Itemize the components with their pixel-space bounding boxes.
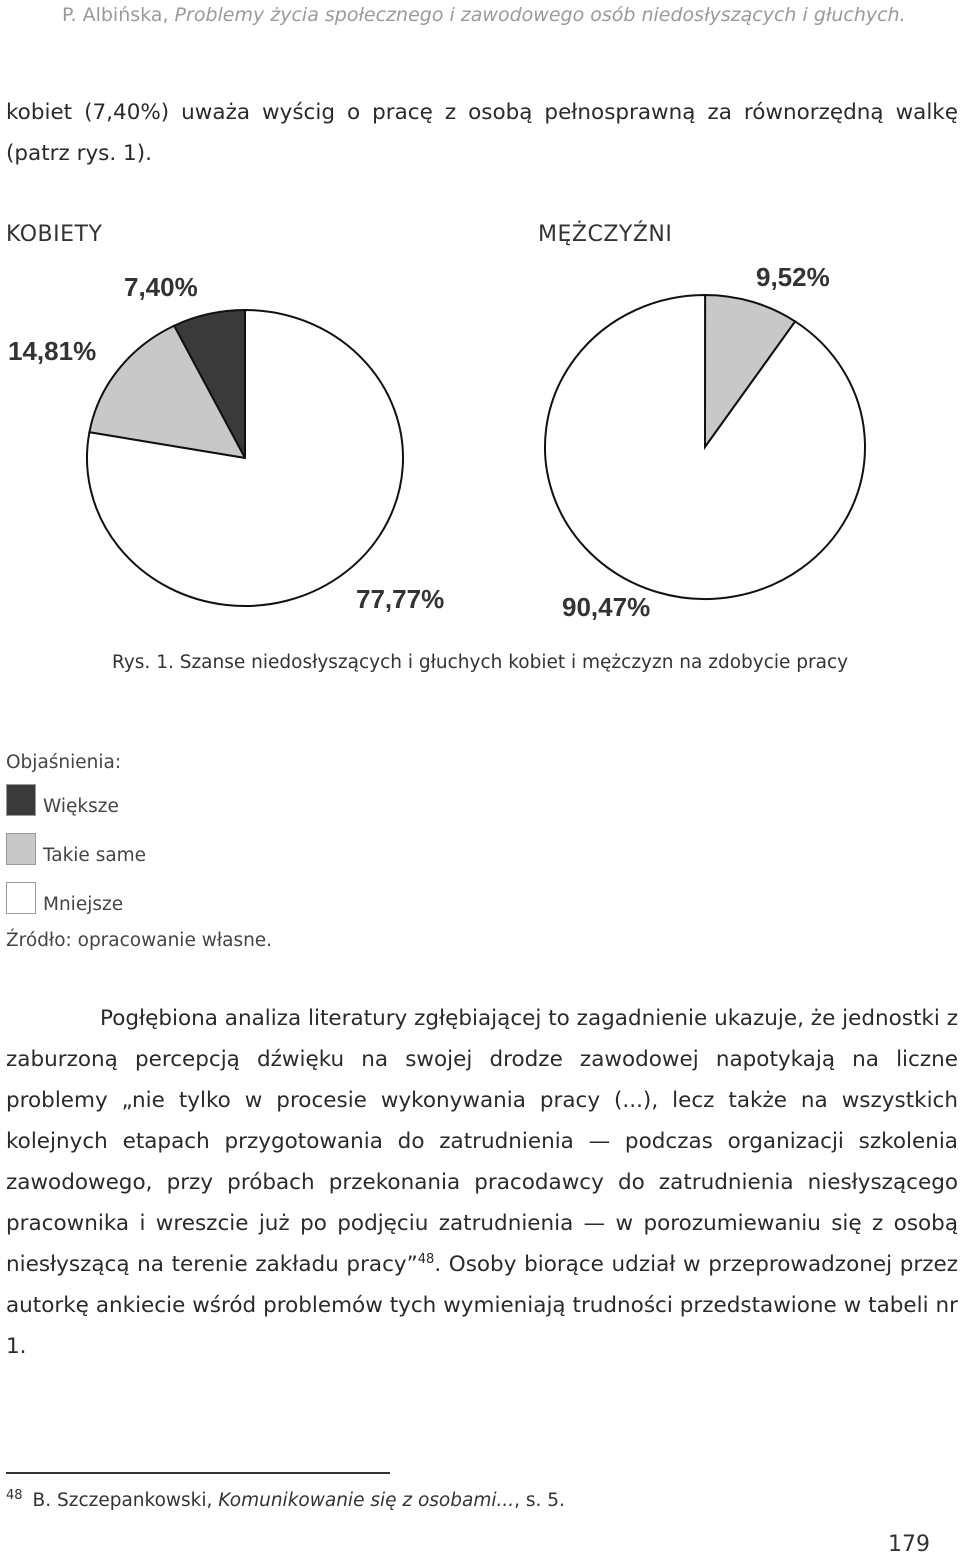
figure-caption: Rys. 1. Szanse niedosłyszących i głuchych kobiet i mężczyzn na zdobycie pracy <box>112 652 849 673</box>
chart-title-men: MĘŻCZYŹNI <box>538 222 673 247</box>
pie-men-slice-1 <box>545 295 865 599</box>
body-text-after: . Osoby biorące udział w przeprowadzonej przez autorkę ankiecie wśród problemów tych wymieniają trudności przedstawione w tabeli nr 1. <box>6 1252 958 1359</box>
legend-label-mniejsze: Mniejsze <box>43 894 124 915</box>
legend-swatch-mniejsze <box>6 882 36 914</box>
pct-label-women-takie-same: 14,81% <box>8 336 97 366</box>
legend-label-takie-same: Takie same <box>43 845 147 866</box>
footnote-divider <box>6 1472 390 1474</box>
pie-charts <box>0 0 960 700</box>
footnote <box>6 1488 565 1511</box>
footnote-author: B. Szczepankowski, <box>32 1490 213 1512</box>
body-text-main: Pogłębiona analiza literatury zgłębiającej to zagadnienie ukazuje, że jednostki z zaburzoną percepcją dźwięku na swojej drodze zawodowej napotykają na liczne problemy „nie tylko w procesie wykonywania pracy (...), lecz także na wszystkich kolejnych etapach przygotowania do zatrudnienia — podczas organizacji szkolenia zawodowego, przy próbach przekonania pracodawcy do zatrudnienia niesłyszącego pracownika i wreszcie już po podjęciu zatrudnienia — w porozumiewaniu się z osobą niesłyszącą na terenie zakładu pracy” <box>6 1006 958 1277</box>
legend-swatch-takie-same <box>6 833 36 865</box>
pie-women <box>87 310 403 606</box>
pct-label-men-takie-same: 9,52% <box>756 262 830 292</box>
header-author: P. Albińska, <box>62 4 169 26</box>
legend-swatch-wieksze <box>6 784 36 816</box>
chart-title-women: KOBIETY <box>6 222 103 247</box>
body-paragraph <box>6 998 958 1367</box>
page-number: 179 <box>888 1532 930 1557</box>
footnote-rest: , s. 5. <box>514 1490 565 1512</box>
header-title: Problemy życia społecznego i zawodowego osób niedosłyszących i głuchych. <box>174 4 906 26</box>
legend-title: Objaśnienia: <box>6 752 122 773</box>
footnote-ref: 48 <box>417 1251 435 1267</box>
pct-label-men-mniejsze: 90,47% <box>562 592 651 622</box>
footnote-title: Komunikowanie się z osobami... <box>218 1490 515 1512</box>
source-note: Źródło: opracowanie własne. <box>6 930 273 951</box>
intro-paragraph: kobiet (7,40%) uważa wyścig o pracę z osobą pełnosprawną za równorzędną walkę (patrz rys. 1). <box>6 100 958 166</box>
pct-label-women-wieksze: 7,40% <box>124 272 198 302</box>
pct-label-women-mniejsze: 77,77% <box>356 584 445 614</box>
legend-label-wieksze: Większe <box>43 796 119 817</box>
pie-men <box>545 295 865 599</box>
footnote-number: 48 <box>6 1488 23 1503</box>
